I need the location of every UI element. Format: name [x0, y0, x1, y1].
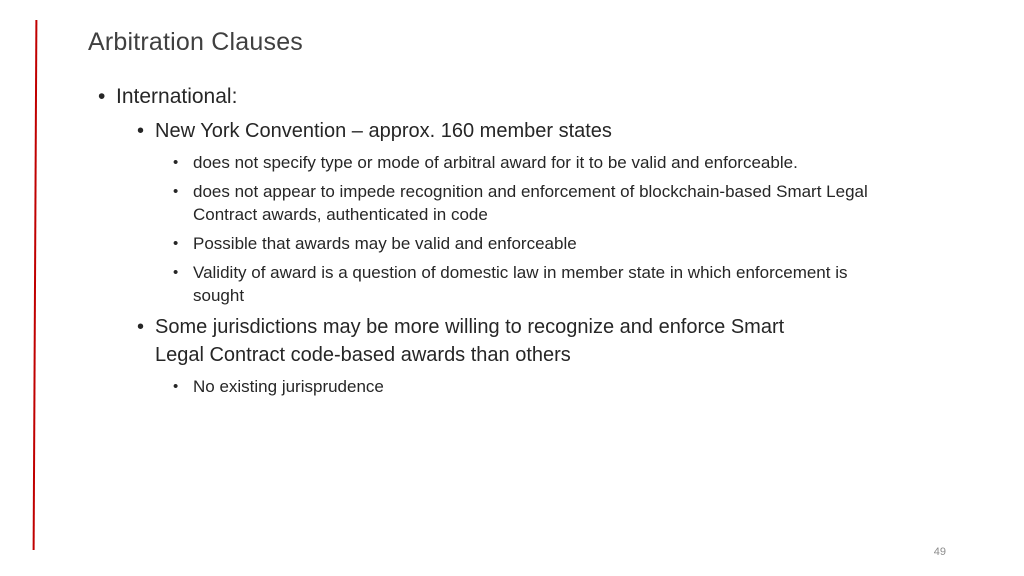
bullet-marker: • [173, 264, 179, 282]
bullet-possible-valid [0, 232, 873, 255]
page-number: 49 [933, 546, 946, 558]
bullet-text: New York Convention – approx. 160 member states [155, 120, 612, 143]
bullet-marker: • [173, 183, 179, 201]
bullet-new-york-convention [0, 117, 835, 145]
bullet-marker: • [173, 235, 179, 253]
bullet-marker: • [98, 85, 106, 108]
bullet-no-jurisprudence [0, 375, 873, 398]
bullet-text: Some jurisdictions may be more willing to recognize and enforce Smart Legal Contract code-based awards than others [155, 316, 785, 367]
bullet-text: Possible that awards may be valid and enforceable [193, 234, 577, 254]
bullet-award-type [0, 151, 873, 174]
bullet-jurisdictions [0, 313, 835, 369]
bullet-marker: • [137, 120, 145, 143]
bullet-marker: • [173, 154, 179, 172]
bullet-recognition [0, 180, 873, 226]
bullet-marker: • [173, 378, 179, 396]
bullet-domestic-law [0, 261, 873, 307]
bullet-text: No existing jurisprudence [193, 377, 384, 397]
bullet-marker: • [137, 316, 145, 339]
bullet-text: International: [116, 85, 238, 108]
bullet-text: Validity of award is a question of domestic law in member state in which enforcement is sought [193, 263, 848, 306]
bullet-text: does not appear to impede recognition and enforcement of blockchain-based Smart Legal Contract awards, authenticated in code [193, 182, 868, 225]
bullet-international [0, 84, 1024, 109]
bullet-text: does not specify type or mode of arbitral award for it to be valid and enforceable. [193, 153, 798, 173]
slide-body [0, 84, 1024, 404]
slide-title: Arbitration Clauses [88, 28, 304, 56]
